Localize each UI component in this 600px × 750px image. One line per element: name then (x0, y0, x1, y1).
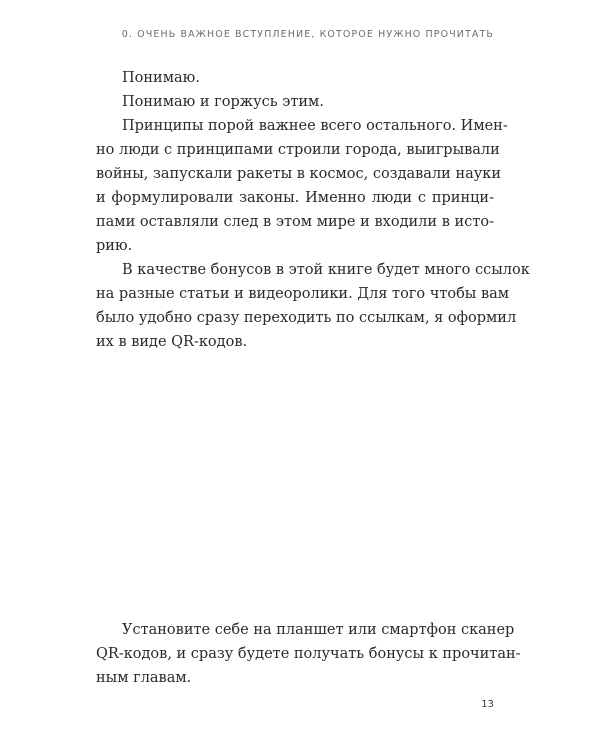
text-line: Понимаю и горжусь этим. (122, 94, 324, 110)
text-line: В качестве бонусов в этой книге будет много ссылок (122, 262, 530, 278)
text-line: ным главам. (96, 670, 192, 686)
text-line: было удобно сразу переходить по ссылкам, я оформил (96, 310, 517, 326)
page-number: 13 (481, 699, 494, 710)
text-line: QR-кодов, и сразу будете получать бонусы к прочитан- (96, 646, 521, 662)
text-line: их в виде QR-кодов. (96, 334, 248, 350)
text-line: пами оставляли след в этом мире и входили в исто- (96, 214, 494, 230)
text-line: Установите себе на планшет или смартфон сканер (122, 622, 515, 638)
body-text-bottom (96, 618, 521, 690)
text-line: и формулировали законы. Именно люди с принци- (96, 190, 494, 206)
text-line: Принципы порой важнее всего остального. Имен- (122, 118, 508, 134)
text-line: рию. (96, 238, 133, 254)
text-line: но люди с принципами строили города, выигрывали (96, 142, 500, 158)
body-text-top (96, 66, 530, 354)
text-line: войны, запускали ракеты в космос, создавали науки (96, 166, 502, 182)
running-header: 0. ОЧЕНЬ ВАЖНОЕ ВСТУПЛЕНИЕ, КОТОРОЕ НУЖНО ПРОЧИТАТЬ (121, 29, 494, 40)
text-line: на разные статьи и видеоролики. Для того чтобы вам (96, 286, 510, 302)
text-line: Понимаю. (122, 70, 200, 86)
